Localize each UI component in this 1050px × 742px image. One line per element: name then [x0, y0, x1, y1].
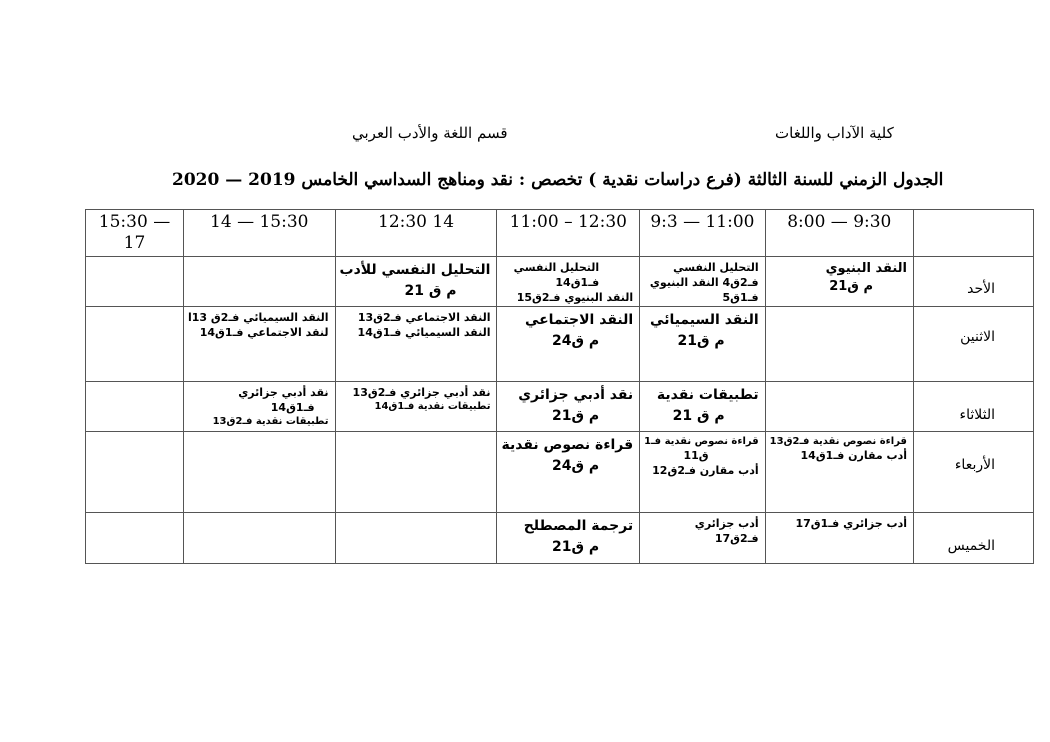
slot-monday-1230: [335, 307, 497, 382]
group-room: قراءة نصوص نقدية فـ2ق13: [769, 436, 907, 447]
slot-tuesday-11: [497, 382, 640, 432]
course-name: قراءة نصوص نقدية: [501, 437, 634, 453]
time-cell-930-11: [640, 210, 765, 257]
day-wednesday: [913, 432, 1033, 513]
group-room: فـ2ق17: [714, 532, 759, 545]
slot-wednesday-11: [497, 432, 640, 513]
time-cell-1230-14: [335, 210, 497, 257]
slot-wednesday-8: [765, 432, 913, 513]
slot-thursday-1230: [335, 513, 497, 564]
table-row-wednesday: [86, 432, 1034, 513]
slot-monday-1530: [86, 307, 184, 382]
room-label: م ق24: [552, 458, 600, 474]
table-row-tuesday: [86, 382, 1034, 432]
slot-monday-11: [497, 307, 640, 382]
group-room: قراءة نصوص نقدية فـ1: [644, 436, 759, 447]
group-room: أدب مقارن فـ2ق12: [652, 464, 759, 477]
course-name: نقد أدبي جزائري: [518, 387, 634, 403]
room-label: م ق24: [552, 333, 600, 349]
time-label: 11:00 – 12:30: [509, 212, 627, 232]
slot-thursday-1530: [86, 513, 184, 564]
day-label: الثلاثاء: [959, 407, 995, 423]
slot-thursday-930: [640, 513, 765, 564]
table-row-thursday: [86, 513, 1034, 564]
slot-sunday-14: [184, 257, 336, 307]
day-label: الأربعاء: [954, 457, 995, 473]
day-column-header: [913, 210, 1033, 257]
group-room: تطبيقات نقدية فـ2ق13: [212, 416, 329, 427]
time-cell-1530-17: [86, 210, 184, 257]
course-name: نقد أدبي جزائري: [238, 386, 329, 399]
slot-sunday-8: [765, 257, 913, 307]
time-cell-11-1230: [497, 210, 640, 257]
course-name: النقد السيميائي: [650, 312, 759, 328]
group-room: فـ2ق4 النقد البنيوي: [649, 276, 759, 289]
day-label: الخميس: [947, 538, 995, 554]
time-cell-8-930: [765, 210, 913, 257]
slot-wednesday-14: [184, 432, 336, 513]
room-label: م ق21: [677, 333, 725, 349]
time-label: 14 — 15:30: [210, 212, 309, 232]
course-name: النقد الاجتماعي: [524, 312, 634, 328]
room-label: م ق21: [552, 408, 600, 424]
slot-tuesday-14: [184, 382, 336, 432]
time-cell-14-1530: [184, 210, 336, 257]
slot-sunday-930: [640, 257, 765, 307]
group-room: تطبيقات نقدية فـ1ق14: [374, 401, 491, 412]
course-name: التحليل النفسي: [673, 261, 759, 274]
day-label: الاثنين: [960, 329, 995, 345]
room-label: م ق 21: [404, 283, 457, 299]
group-room: فـ1ق14: [555, 276, 600, 289]
slot-monday-8: [765, 307, 913, 382]
course-name: تطبيقات نقدية: [656, 387, 759, 403]
slot-tuesday-930: [640, 382, 765, 432]
slot-tuesday-1230: [335, 382, 497, 432]
course-name: التحليل النفسي: [513, 261, 600, 274]
group-room: النقد السيميائي فـ1ق14: [357, 326, 491, 339]
slot-tuesday-8: [765, 382, 913, 432]
group-room: فـ1ق14: [270, 401, 315, 414]
slot-thursday-11: [497, 513, 640, 564]
course-name: أدب جزائري: [694, 517, 759, 530]
time-label: 9:3 — 11:00: [650, 212, 755, 232]
group-room: ق11: [683, 449, 709, 462]
time-label: 15:30 —: [98, 212, 171, 232]
table-row-sunday: [86, 257, 1034, 307]
slot-monday-14: [184, 307, 336, 382]
room-label: م ق21: [552, 539, 600, 555]
slot-sunday-1230: [335, 257, 497, 307]
group-room: النقد البنيوي فـ2ق15: [516, 291, 634, 304]
slot-tuesday-1530: [86, 382, 184, 432]
slot-wednesday-930: [640, 432, 765, 513]
course-name: التحليل النفسي للأدب: [339, 262, 491, 278]
day-monday: [913, 307, 1033, 382]
group-room: فـ1ق5: [722, 291, 759, 304]
group-room: النقد السيميائي فـ2ق 13ا: [188, 311, 329, 324]
table-row-monday: [86, 307, 1034, 382]
slot-sunday-1530: [86, 257, 184, 307]
time-label: 8:00 — 9:30: [787, 212, 892, 232]
day-thursday: [913, 513, 1033, 564]
slot-wednesday-1530: [86, 432, 184, 513]
slot-monday-930: [640, 307, 765, 382]
group-room: نقد أدبي جزائري فـ2ق13: [352, 386, 491, 399]
time-label: 12:30 14: [378, 212, 455, 232]
slot-wednesday-1230: [335, 432, 497, 513]
department-name: قسم اللغة والأدب العربي: [352, 124, 508, 142]
time-header-row: [86, 210, 1034, 257]
slot-thursday-8: [765, 513, 913, 564]
course-name: النقد البنيوي: [825, 261, 907, 276]
time-label: 17: [123, 233, 146, 253]
slot-sunday-11: [497, 257, 640, 307]
group-room: لنقد الاجتماعي فـ1ق14: [199, 326, 329, 339]
day-sunday: [913, 257, 1033, 307]
room-label: م ق 21: [672, 408, 725, 424]
college-name: كلية الآداب واللغات: [775, 124, 894, 142]
course-name: ترجمة المصطلح: [523, 518, 634, 534]
day-tuesday: [913, 382, 1033, 432]
schedule-title: الجدول الزمني للسنة الثالثة (فرع دراسات نقدية ) تخصص : نقد ومناهج السداسي الخامس 2019 — 2020: [172, 170, 944, 190]
group-room: أدب مقارن فـ1ق14: [800, 449, 907, 462]
group-room: النقد الاجتماعي فـ2ق13: [357, 311, 491, 324]
group-room: أدب جزائري فـ1ق17: [795, 517, 907, 530]
schedule-table: [85, 209, 1034, 564]
day-label: الأحد: [967, 281, 995, 297]
room-label: م ق21: [829, 279, 873, 294]
slot-thursday-14: [184, 513, 336, 564]
